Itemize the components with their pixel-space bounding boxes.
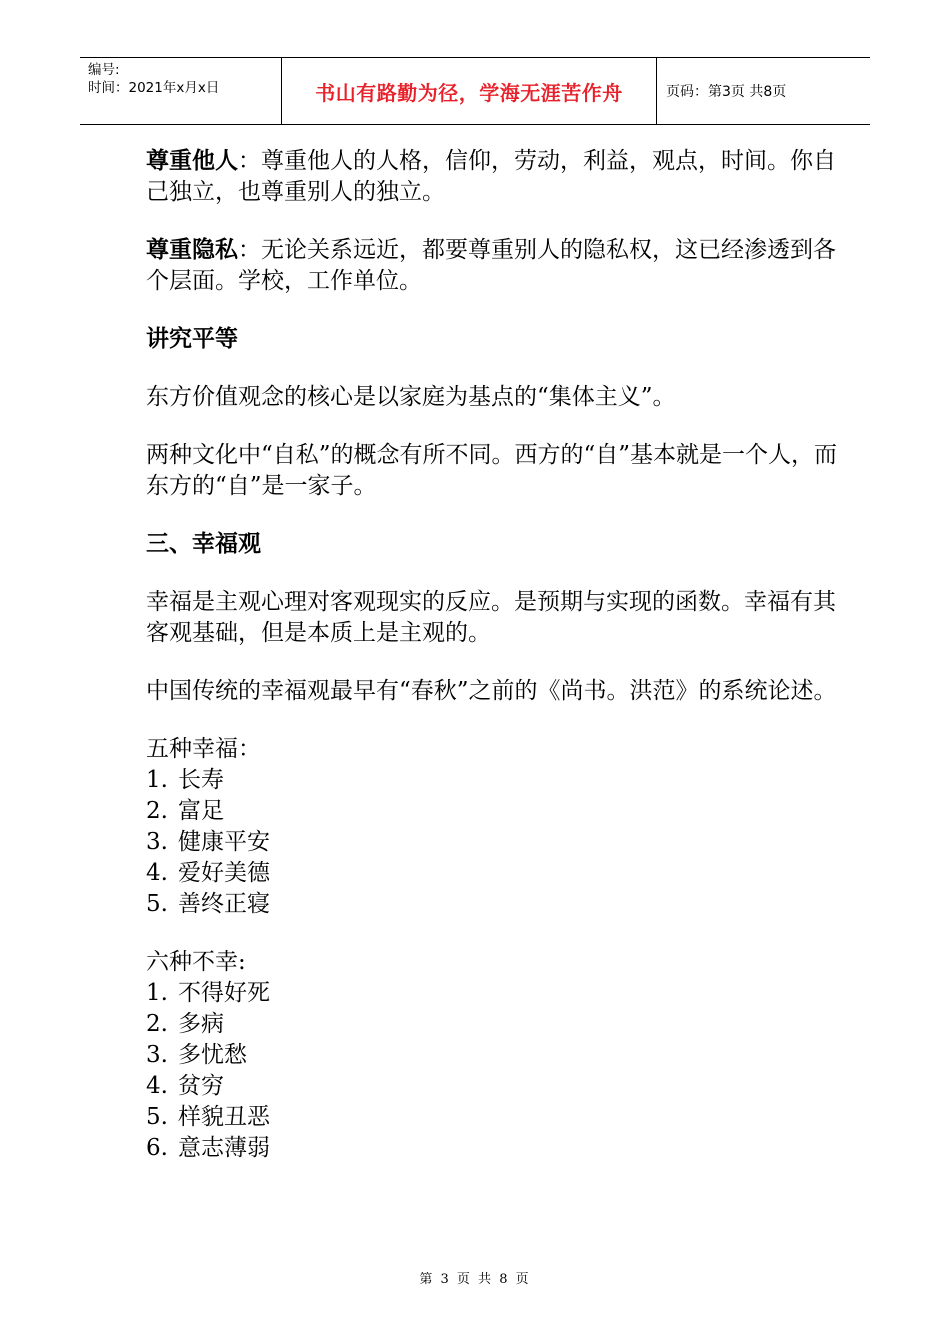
heading-equality: 讲究平等 — [146, 326, 238, 352]
paragraph-respect-others — [146, 146, 846, 208]
text-respect-others: ：尊重他人的人格，信仰，劳动，利益，观点，时间。你自己独立，也尊重别人的独立。 — [146, 148, 836, 205]
list-text: 贫穷 — [178, 1073, 224, 1099]
list-number: 5. — [146, 1104, 168, 1130]
heading-happiness: 三、幸福观 — [146, 531, 261, 557]
list-number: 3. — [146, 829, 168, 855]
list-number: 4. — [146, 1073, 168, 1099]
list-number: 5. — [146, 891, 168, 917]
list-item — [146, 1133, 846, 1164]
list-text: 不得好死 — [178, 980, 270, 1006]
page-footer: 第 3 页 共 8 页 — [419, 1272, 531, 1287]
list-item — [146, 1009, 846, 1040]
list-text: 样貌丑恶 — [178, 1104, 270, 1130]
header-page-info: 页码：第3页 共8页 — [666, 84, 787, 100]
list-number: 4. — [146, 860, 168, 886]
paragraph-respect-privacy — [146, 235, 846, 297]
date-label: 时间：2021年x月x日 — [88, 80, 220, 96]
list-text: 善终正寝 — [178, 891, 270, 917]
list-text: 意志薄弱 — [178, 1135, 270, 1161]
list-text: 多忧愁 — [178, 1042, 247, 1068]
term-respect-privacy: 尊重隐私 — [146, 237, 238, 263]
list-text: 富足 — [178, 798, 224, 824]
paragraph-collectivism: 东方价值观念的核心是以家庭为基点的“集体主义”。 — [146, 384, 676, 410]
document-body — [146, 146, 846, 1191]
five-blessings-title: 五种幸福： — [146, 736, 261, 762]
paragraph-tradition: 中国传统的幸福观最早有“春秋”之前的《尚书。洪范》的系统论述。 — [146, 678, 837, 704]
page-header — [80, 57, 870, 125]
header-meta — [80, 58, 282, 124]
list-number: 3. — [146, 1042, 168, 1068]
list-number: 1. — [146, 980, 168, 1006]
serial-number-label: 编号: — [88, 62, 120, 78]
list-number: 2. — [146, 1011, 168, 1037]
header-motto: 书山有路勤为径，学海无涯苦作舟 — [282, 58, 657, 124]
list-text: 多病 — [178, 1011, 224, 1037]
text-respect-privacy: ：无论关系远近，都要尊重别人的隐私权，这已经渗透到各个层面。学校，工作单位。 — [146, 237, 836, 294]
list-item — [146, 889, 846, 920]
paragraph-happiness: 幸福是主观心理对客观现实的反应。是预期与实现的函数。幸福有其客观基础，但是本质上是主观的。 — [146, 589, 836, 646]
list-text: 健康平安 — [178, 829, 270, 855]
list-item — [146, 765, 846, 796]
list-item — [146, 1040, 846, 1071]
list-item — [146, 1071, 846, 1102]
list-item — [146, 978, 846, 1009]
list-text: 长寿 — [178, 767, 224, 793]
paragraph-selfish: 两种文化中“自私”的概念有所不同。西方的“自”基本就是一个人，而东方的“自”是一家子。 — [146, 442, 838, 499]
list-text: 爱好美德 — [178, 860, 270, 886]
list-number: 1. — [146, 767, 168, 793]
list-item — [146, 858, 846, 889]
six-misfortunes-title: 六种不幸: — [146, 949, 246, 975]
term-respect-others: 尊重他人 — [146, 148, 238, 174]
six-misfortunes-list — [146, 947, 846, 1164]
list-item — [146, 796, 846, 827]
five-blessings-list — [146, 734, 846, 920]
list-number: 6. — [146, 1135, 168, 1161]
list-item — [146, 1102, 846, 1133]
list-item — [146, 827, 846, 858]
list-number: 2. — [146, 798, 168, 824]
